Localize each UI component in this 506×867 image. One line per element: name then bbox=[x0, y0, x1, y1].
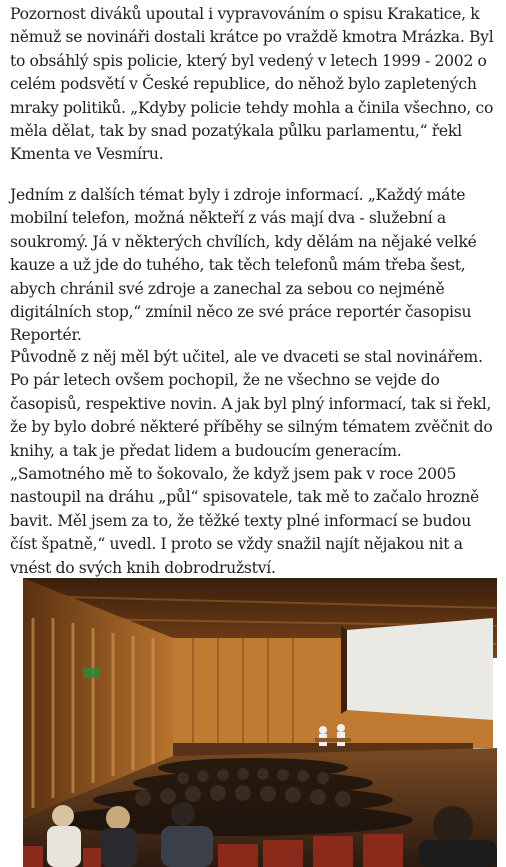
cinema-screen bbox=[347, 618, 493, 720]
article-paragraph-2: Jedním z dalších témat byly i zdroje informací. „Každý máte mobilní telefon, možná někteří z vás mají dva - služební a soukromý. Já v některých chvílích, kdy dělám na nějaké velké kauze a už jde do tuhého, tak těch telefonů mám třeba šest, abych chránil své zdroje a zanechal za sebou co nejméně digitálních stop,“ zmínil něco ze své práce reportér časopisu Reportér. bbox=[10, 186, 477, 345]
cinema-hall-illustration bbox=[23, 578, 497, 867]
article-paragraph-1: Pozornost diváků upoutal i vypravováním o spisu Krakatice, k němuž se novináři dostali krátce po vraždě kmotra Mrázka. Byl to obsáhlý spis policie, který byl vedený v letech 1999 - 2002 o celém podsvětí v České republice, do něhož bylo zapletených mraky politiků. „Kdyby policie tehdy mohla a činila všechno, co měla dělat, tak by snad pozatýkala půlku parlamentu,“ řekl Kmenta ve Vesmíru. bbox=[10, 5, 494, 164]
article-paragraph-3: Původně z něj měl být učitel, ale ve dvaceti se stal novinářem. Po pár letech ovšem pochopil, že ne všechno se vejde do časopisů, respektive novin. A jak byl plný informací, tak si řekl, že by bylo dobré některé příběhy se silným tématem zvěčnit do knihy, a tak je předat lidem a budoucím generacím. „Samotného mě to šokovalo, že když jsem pak v roce 2005 nastoupil na dráhu „půl“ spisovatele, tak mě to začalo hrozně bavit. Měl jsem za to, že těžké texty plné informací se budou číst špatně,“ uvedl. I proto se vždy snažil najít nějakou nit a vnést do svých knih dobrodružství. bbox=[10, 348, 493, 577]
cinema-hall-photo bbox=[23, 578, 497, 867]
